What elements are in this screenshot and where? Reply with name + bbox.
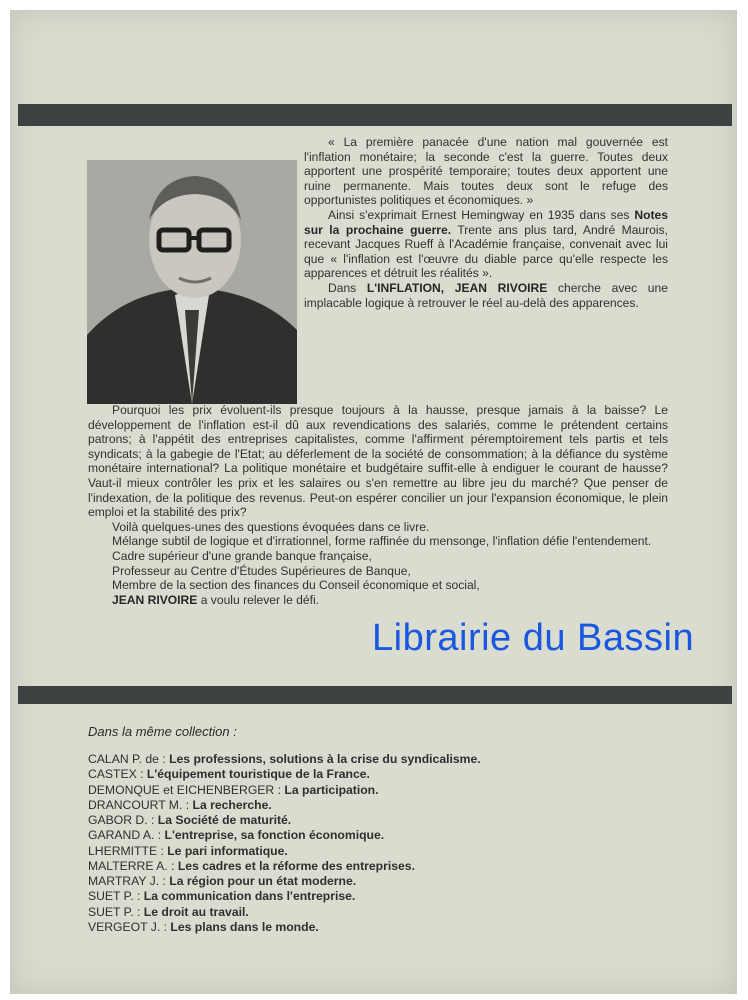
list-item-title: L'entreprise, sa fonction économique.: [164, 828, 385, 843]
list-item: [88, 889, 688, 904]
quote-p3-title-author: L'INFLATION, JEAN RIVOIRE: [366, 280, 548, 295]
list-item: [88, 905, 688, 920]
list-item-title: L'équipement touristique de la France.: [146, 767, 370, 782]
list-item-author: SUET P. :: [88, 904, 144, 919]
list-item: [88, 783, 688, 798]
list-item-author: DRANCOURT M. :: [88, 797, 193, 812]
list-item-author: LHERMITTE :: [88, 843, 168, 858]
collection-heading: Dans la même collection :: [88, 724, 237, 739]
list-item-author: DEMONQUE et EICHENBERGER :: [88, 782, 285, 797]
list-item-author: SUET P. :: [88, 889, 144, 904]
blurb-body: [88, 403, 668, 607]
list-item-title: Les professions, solutions à la crise du syndicalisme.: [169, 752, 481, 766]
bookseller-watermark: Librairie du Bassin: [372, 617, 695, 659]
quote-p2-text-a: Ainsi s'exprimait Ernest Hemingway en 1935 dans ses: [328, 207, 635, 222]
list-item-title: La recherche.: [192, 797, 272, 812]
list-item: [88, 813, 688, 828]
list-item: [88, 752, 688, 767]
quote-p3-text-a: Dans: [328, 280, 367, 295]
body-paragraph-7: [88, 593, 668, 608]
top-dark-band: [18, 104, 732, 126]
list-item-title: La communication dans l'entreprise.: [143, 889, 356, 904]
list-item-title: Le droit au travail.: [143, 904, 249, 919]
list-item-author: CASTEX :: [88, 767, 147, 782]
body-paragraph-4: Cadre supérieur d'une grande banque française,: [112, 548, 372, 563]
quote-paragraph-2: [304, 208, 668, 281]
list-item-title: La Société de maturité.: [157, 813, 292, 827]
list-item: [88, 859, 688, 874]
quote-p2-book-title: Notes sur la prochaine guerre.: [304, 207, 668, 237]
list-item: [88, 798, 688, 813]
list-item: [88, 767, 688, 782]
list-item-title: Le pari informatique.: [167, 843, 288, 858]
quote-paragraph-3: [304, 281, 668, 310]
list-item: [88, 828, 688, 843]
quote-p3-text-b: cherche avec une implacable logique à retrouver le réel au-delà des apparences.: [304, 280, 668, 310]
author-name: JEAN RIVOIRE: [112, 592, 198, 607]
bottom-dark-band: [18, 686, 732, 704]
quote-p2-text-b: Trente ans plus tard, André Maurois, recevant Jacques Rueff à l'Académie française, convenait avec lui que « l'inflation est l'œuvre du diable parce qu'elle respecte les apparences et détruit les réalités ».: [304, 222, 669, 281]
quote-paragraph-1: « La première panacée d'une nation mal gouvernée est l'inflation monétaire; la seconde c'est la guerre. Toutes deux apportent une prospérité temporaire; toutes deux apportent une ruine permanente. Mais toutes deux sont le refuge des opportunistes politiques et économiques. »: [304, 135, 668, 208]
body-paragraph-5: Professeur au Centre d'Études Supérieures de Banque,: [112, 563, 411, 578]
body-paragraph-6: Membre de la section des finances du Conseil économique et social,: [112, 578, 480, 593]
hemingway-quote-block: [304, 135, 668, 310]
list-item-title: La région pour un état moderne.: [169, 874, 357, 888]
list-item-author: GABOR D. :: [88, 813, 158, 827]
body-paragraph-3: Mélange subtil de logique et d'irrationnel, forme raffinée du mensonge, l'inflation défie l'entendement.: [112, 534, 652, 549]
body-paragraph-2: Voilà quelques-unes des questions évoquées dans ce livre.: [112, 519, 430, 534]
list-item-author: GARAND A. :: [88, 828, 165, 843]
list-item: [88, 874, 688, 889]
list-item-author: VERGEOT J. :: [88, 919, 171, 934]
list-item-author: CALAN P. de :: [88, 752, 170, 766]
list-item-author: MALTERRE A. :: [88, 858, 178, 873]
list-item: [88, 920, 688, 935]
list-item: [88, 844, 688, 859]
list-item-author: MARTRAY J. :: [88, 874, 170, 888]
list-item-title: Les cadres et la réforme des entreprises.: [177, 858, 415, 873]
list-item-title: La participation.: [284, 782, 379, 797]
author-portrait-photo: [87, 160, 297, 404]
list-item-title: Les plans dans le monde.: [170, 919, 319, 934]
collection-list: [88, 752, 688, 935]
body-p7-text: a voulu relever le défi.: [197, 592, 320, 607]
body-paragraph-1: Pourquoi les prix évoluent-ils presque toujours à la hausse, presque jamais à la baisse? Le développement de l'inflation est-il dû aux revendications des salariés, comme le prétendent certains patrons; à l'appétit des entreprises capitalistes, comme l'affirment péremptoirement tels partis et tels syndicats; à la gabegie de l'Etat; au déferlement de la société de consommation; à la défiance du système monétaire international? La politique monétaire et budgétaire suffit-elle à endiguer le courant de hausse? Vaut-il mieux contrôler les prix et les salaires ou s'en remettre au libre jeu du marché? Que penser de l'indexation, de la politique des revenus. Peut-on espérer concilier un jour l'expansion économique, le plein emploi et la stabilité des prix?: [88, 403, 668, 520]
